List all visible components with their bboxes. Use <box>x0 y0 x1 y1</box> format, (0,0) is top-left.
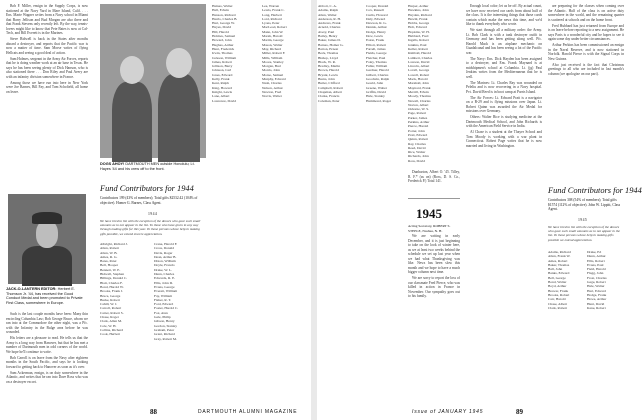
list-item: Andrews, Frank <box>318 21 341 26</box>
list-item: Allen, Walter <box>318 12 337 17</box>
list-item: Lewis, Frank C. <box>262 8 285 13</box>
list-item: Ross, David <box>408 158 426 163</box>
list-item: Blair, Charles F. <box>100 280 123 285</box>
list-item: Bruce, George <box>100 293 121 298</box>
fund-year-heading: 1945 <box>578 218 588 222</box>
list-item: Billings, Donald C. <box>100 276 128 281</box>
paragraph: Arthur Perkins has been commissioned an ensign in the Naval Reserve, and is now stationed in Norfolk. Harold Pierce is with the Signal Corps in New Guinea. <box>548 43 624 61</box>
paragraph: Fred Hubbard has just returned from Europe and is on leave before reporting to a new assignment. He says Paris is a wonderful city and he hopes to see it again some day under better circumstances. <box>548 23 624 41</box>
caption-bold: JACK-O-LANTERN EDITOR: <box>6 287 57 291</box>
list-item: Cooper, Donald <box>366 4 389 8</box>
caption-text: Herbert E. Thomson Jr. '44, has received the Good Conduct Medal and been promoted to Private First Class, somewhere in Europe. <box>6 287 83 305</box>
list-item: Everett, William <box>154 289 178 294</box>
list-item: Morgan, Bud <box>262 64 281 69</box>
list-item: Gilbert, Charles <box>366 72 389 77</box>
list-item: Kent, Ralph <box>212 81 229 86</box>
list-item: Nelson, Arthur <box>262 85 283 90</box>
paragraph: Steve Bidwell is back in the States after months aboard a destroyer, and reports that the Pacific war is now a matter of time. Sam Morse writes of flying Hellcats and seeing a good deal of action. <box>6 37 88 55</box>
right-names-column-a <box>318 4 364 402</box>
list-item: Gray, Robert M. <box>154 336 177 341</box>
left-column-text-a <box>6 4 88 194</box>
list-item: Avery, Paul <box>318 29 335 34</box>
paragraph: Bob Carroll is on leave from the Navy after eighteen months in the South Pacific, and says he is looking forward to getting back to Hanover as soon as it's over. <box>6 355 88 369</box>
list-item: Elliott, Robert <box>366 42 387 47</box>
list-item: Burke, Robert <box>100 297 120 302</box>
list-item: Campbell, Robert <box>318 85 343 90</box>
list-item: Grant, Richard <box>154 332 175 337</box>
list-item: Hale, Walter <box>587 284 605 289</box>
list-item: Kimball, Harold <box>408 51 431 56</box>
list-item: Gardner, Harold <box>366 68 389 73</box>
list-item: Ellis, Robert <box>587 258 605 263</box>
list-item: Dow, Lewis <box>366 34 383 39</box>
list-item: Evans, George <box>154 284 175 289</box>
list-item: Flagg, John <box>587 271 604 276</box>
list-item: Dennis, Arthur <box>366 25 387 30</box>
list-item: MacLeod, Robert <box>262 25 287 30</box>
list-item: Fuller, William <box>366 64 388 69</box>
list-item: Lawrence, David <box>212 98 237 103</box>
list-item: Allen, W. B. <box>100 250 118 255</box>
list-item: Martin, George <box>262 38 284 43</box>
list-item: Abbott, C. A. <box>318 4 337 8</box>
list-item: Doyle, Francis <box>154 263 175 268</box>
left-names-column-a <box>100 242 150 402</box>
list-item: Hayden, Richard <box>408 12 432 17</box>
list-item: Quinn, Robert <box>408 137 429 142</box>
paragraph: We are writing in early December, and it is just beginning to take on the look of winter here, as we at least two weeks behind the schedule we set up last year when we had what Thanksgiving was like. News has been slow this month and we hope to have a much bigger column next time. <box>408 234 460 274</box>
class-secretary-byline: Acting Secretary, ROBERT S. STEELE, Nashua, N. H. <box>408 224 451 233</box>
list-item: Bell, Hooper <box>100 263 119 268</box>
list-item: May, Richard <box>262 46 282 51</box>
list-item: Mason, Walter <box>262 42 283 47</box>
list-item: Allen, Robert <box>100 246 120 251</box>
list-item: Holt, Edward <box>408 25 427 30</box>
list-item: Burns, John <box>318 77 335 82</box>
class-year-heading: 1945 <box>416 206 442 221</box>
list-item: Lord, Richard <box>262 16 282 21</box>
paragraph: Sam Ackerman, ensign, is on duty somewhere in the Atlantic, and writes that he ran into Dave Ross who was on a destroyer escort. <box>6 370 88 384</box>
paragraph: We start through all a military order: the Army. Lt. Bob Clark is with a tank destroyer outfit in Germany and has been getting along well. Pfc. Harold Mack is an airplane mechanic on Guadalcanal and has been seeing a lot of the Pacific war. <box>466 28 542 55</box>
fund-note: We have tried to list with the exception of the donors who gave such small amounts as to not appear in the list. To those persons whose help in making gifts possible we extend appreciation. <box>548 225 620 242</box>
list-item: Norton, Albert <box>408 102 429 107</box>
fund-subtitle: Contributors 308 (54% of members); Total gifts $1574 (112% of objective). John W. Lippitt, Class Agent. <box>548 198 621 212</box>
list-item: Knight, Lewis <box>212 89 233 94</box>
list-item: Jellison, Barry <box>212 64 233 69</box>
list-item: Long, Herbert <box>262 12 282 17</box>
list-item: Porter, John <box>408 128 425 133</box>
right-names-column-c <box>408 4 460 169</box>
magazine-name: DARTMOUTH ALUMNI MAGAZINE <box>198 409 298 415</box>
list-item: Ball, John <box>548 267 563 272</box>
list-item: Ray, Charles <box>408 141 426 146</box>
list-item: Frost, Charles <box>587 275 607 280</box>
list-item: Bidwell, Stephen <box>100 272 125 277</box>
list-item: Drake, W. L. <box>154 267 172 272</box>
list-item: Fay, William <box>154 293 173 298</box>
list-item: Bell, George <box>548 275 566 280</box>
list-item: Cole, W. H. <box>100 323 117 328</box>
list-item: Graham, Peter <box>154 327 175 332</box>
list-item: Adams, Ralph <box>318 8 339 13</box>
list-item: Cook, Herbert <box>100 332 121 337</box>
portrait-photo-soldier <box>8 194 86 284</box>
list-item: Lee, Warren <box>262 4 280 8</box>
list-item: Chapman, Albert <box>318 89 342 94</box>
page-number-right: 89 <box>516 408 523 416</box>
list-item: Foster, Harold C. <box>154 306 179 311</box>
list-item: Ellis, John D. <box>154 280 174 285</box>
list-item: Harris, Charles B. <box>212 16 238 21</box>
list-item: Banks, Edward <box>548 271 570 276</box>
list-item: Kelly, Frank <box>212 77 230 82</box>
list-item: Page, Robert <box>408 111 427 116</box>
list-item: Brooks, Frank J. <box>100 289 124 294</box>
issue-date-text: Issue of JANUARY 1945 <box>412 409 484 415</box>
list-item: Lovell, George <box>408 68 430 73</box>
list-item: Clarke, Francis <box>318 94 340 99</box>
list-item: Pratt, Edward <box>408 132 428 137</box>
list-item: Maynard, Frank <box>408 85 431 90</box>
list-item: Marshall, John <box>408 81 429 86</box>
list-item: Anderson, R. H. <box>318 16 341 21</box>
list-item: Coleman, Peter <box>318 98 340 103</box>
list-item: Cox, Russell <box>366 8 384 13</box>
list-item: Newton, Fred <box>262 89 282 94</box>
page-number-left: 88 <box>150 408 157 416</box>
list-item: Mills, William <box>262 55 283 60</box>
list-item: Moore, Stanley <box>262 59 284 64</box>
list-item: Ames, R. G. <box>100 254 118 259</box>
paragraph: We are sorry to report the loss of our classmate Fred Pierce, who was killed in action in France in November. Our sympathy goes out to his family. <box>408 276 460 298</box>
paragraph: Al Chase is a student at the Thayer School and Tom Moody is working with a war plant in Connecticut. Robert Page writes that he is now married and living in Washington. <box>466 130 542 148</box>
list-item: Gibson, Henry <box>154 319 175 324</box>
list-item: Gale, Philip <box>154 315 171 320</box>
paragraph: Among those we have run into here in New York were Joe Barnes, Bill Fay, and Tom Schofield, all home on leave. <box>6 80 88 94</box>
list-item: Hopkins, W. H. <box>408 29 430 34</box>
list-item: Mann, John W. <box>262 29 284 34</box>
list-item: Richards, John <box>408 154 429 159</box>
caption-bold: DOGS AHOY! <box>100 162 125 166</box>
paragraph: The Marines: Lt. Charles Ray was wounded on Peleliu and is now recovering in a Navy hospital. Pvt. David Reed is in boot camp at Parris Island. <box>466 80 542 94</box>
left-names-column-c <box>212 4 258 402</box>
list-item: Dodge, Henry <box>366 29 386 34</box>
list-item: Johnson, Carl <box>212 68 232 73</box>
list-item: Bishop, Lloyd <box>318 55 339 60</box>
paragraph: Also just received is the fact that Christmas greetings to all who are included in last month's column (we apologize on our part). <box>548 62 624 76</box>
list-item: Curtis, Howard <box>366 12 388 17</box>
list-item: Fletcher, Paul <box>366 55 386 60</box>
fund-note: We have tried to list with the exception of the donors who gave such small amounts as to not appear in the list. To those who have given in any way through making gifts for this year. To those persons whose help in making gifts possible, we extend sincere appreciation. <box>100 219 201 236</box>
list-item: Parker, James <box>408 115 428 120</box>
list-item: Bond, Walter <box>548 280 567 285</box>
paragraph: The Air Forces: Lt. Edward Pratt is a navigator on a B-29 and is flying missions over Japan. Lt. Robert Quinn was awarded the Air Medal for missions over Germany. <box>466 95 542 113</box>
list-item: Fields, George <box>366 51 387 56</box>
list-item: Dunn, Charles <box>154 272 175 277</box>
list-item: Reed, David <box>408 145 426 150</box>
list-item: Cross, Donald <box>154 246 175 251</box>
list-item: Miller, Robert F. <box>262 51 286 56</box>
list-item: Hawkins, John <box>408 8 429 13</box>
divider <box>408 198 460 199</box>
list-item: Gould, John <box>366 81 384 86</box>
list-item: Norris, Walter <box>262 94 282 99</box>
fund-subtitle: Contributors 199 (43% of members); Total gifts $2532.42 (104% of objective). Homer G. Barnes, Class Agent. <box>100 196 198 205</box>
list-item: Hunt, Frederick <box>212 46 235 51</box>
list-item: Adams, Richard <box>548 250 571 254</box>
list-item: Eaton, Frank <box>366 38 385 43</box>
list-item: Hayes, David <box>212 25 232 30</box>
paragraph: are preparing for the classes when coming over the Atlantic. Half of the class is on active duty somewhere in the world, and the remaining quarter is scattered at schools and on the home front. <box>548 4 624 22</box>
photo-caption-b <box>100 162 206 171</box>
right-col2-tail <box>408 170 460 194</box>
list-item: Carroll, Robert <box>100 306 122 311</box>
list-item: Edwards, R. E. <box>154 276 176 281</box>
list-item: Gordon, Stanley <box>154 323 177 328</box>
list-item: Drake, Ed <box>587 250 602 254</box>
list-item: Daly, Edward <box>366 16 386 21</box>
list-item: Chase, Roger <box>100 315 119 320</box>
list-item: Bailey, Henry <box>318 34 338 39</box>
list-item: Hart, Edward <box>587 288 606 293</box>
list-item: Brewer, Frank <box>548 288 569 293</box>
list-item: Clark, Robert <box>548 305 568 310</box>
list-item: Evans, Paul <box>587 262 604 267</box>
list-item: Morse, Samuel <box>262 72 284 77</box>
list-item: Howard, John <box>212 38 232 43</box>
list-item: Ames, Robert <box>548 258 568 263</box>
list-item: Moody, Thomas <box>408 94 431 99</box>
list-item: Hall, Edwin <box>212 8 229 13</box>
list-item: Fox, Alan <box>154 310 168 315</box>
list-item: Hewitt, Frank <box>408 16 428 21</box>
paragraph: Sam Holmes, sergeant in the Army Air Forces, reports that he is doing weather work at an air base in Texas. He says he has been seeing plenty of Dick Hanson, who is also stationed there . . . Don Riley and Paul Avery are with an infantry division somewhere in France. <box>6 56 88 79</box>
right-col4-text <box>548 4 624 182</box>
list-item: Brown, Harold <box>318 68 339 73</box>
list-item: Hammond, Roger <box>366 98 392 103</box>
list-item: Hart, George W. <box>212 21 235 26</box>
list-item: Lyons, Peter <box>262 21 280 26</box>
list-item: Lawson, David <box>408 59 430 64</box>
right-col2-text <box>408 234 460 402</box>
left-names-column-d <box>262 4 308 402</box>
list-item: Butler, Clifford <box>318 81 340 86</box>
list-item: Griffin, David <box>366 89 386 94</box>
issue-date <box>412 409 483 415</box>
group-photo-dogs <box>100 4 206 158</box>
right-page <box>316 0 642 420</box>
fund-year-heading: 1944 <box>148 212 158 216</box>
list-item: Chase, Albert <box>548 301 568 306</box>
list-item: Jones, Edward <box>212 72 233 77</box>
list-item: Boyd, Arthur <box>548 284 567 289</box>
list-item: Pierce, Harold <box>408 124 429 129</box>
list-item: Lane, Albert <box>212 94 230 99</box>
list-item: Carr, Harold <box>548 297 566 302</box>
list-item: Davis, Roger <box>154 250 173 255</box>
paragraph: Dunbarton, Albert O. '45. Tilley, R. F.* (as on) (Ross, D. S. Co., Frederick P.) Total 141. <box>408 170 460 183</box>
list-item: Hubbard, Fred <box>408 34 429 39</box>
right-col3-text <box>466 4 542 402</box>
list-item: Bryant, Lewis <box>318 72 338 77</box>
list-item: Holmes, Samuel <box>212 34 236 39</box>
list-item: Jackson, William <box>212 55 237 60</box>
list-item: Irwin, Thomas <box>212 51 233 56</box>
caption-text: DARTMOUTH MEN outside Honolulu; Lt. Hayes '44 and his crew off to the front. <box>100 162 195 171</box>
list-item: Haines, Walter <box>212 4 233 8</box>
list-item: Field, Harold <box>587 267 606 272</box>
list-item: Murphy, Edward <box>262 77 286 82</box>
list-item: Lowell, Robert <box>408 72 430 77</box>
list-item: Newell, Charles <box>408 98 431 103</box>
paragraph: Bob F. Miller, ensign in the Supply Corps, is now stationed at the Navy Yard in Mare Island, Calif. . . . Ens. Marie Wagner writes from a Navy school in Miami that Barry Jellison and Bud Morgan are also there and that Frank Stevens only recently left. By the way, tennis-lovers might like to know that Pete Bates is now at Cal-Tech, and Bill Everett is in the Marines. <box>6 4 88 35</box>
paragraph: Others: Walter Rice is studying medicine at the Dartmouth Medical School, and John Richards is with the American Field Service in India. <box>466 115 542 128</box>
list-item: Jenkins, Paul <box>408 42 427 47</box>
list-item: Hale, Stanley <box>366 94 385 99</box>
list-item: Hobbs, George <box>408 21 430 26</box>
list-item: Osborne, W. S. <box>408 107 430 112</box>
left-page <box>0 0 312 420</box>
list-item: Arnold, Charles <box>318 25 341 30</box>
list-item: Clark, Allen M. <box>100 319 122 324</box>
list-item: Howe, Arthur <box>587 297 607 302</box>
list-item: Rice, Walter <box>408 150 426 155</box>
list-item: Merrill, Edwin <box>408 89 429 94</box>
list-item: Keller, Robert <box>408 46 428 51</box>
list-item: Dawson, R. G. <box>366 21 387 26</box>
list-item: Ford, Edward <box>154 302 174 307</box>
list-item: Carter, Robert S. <box>100 310 124 315</box>
list-item: Morris, John <box>262 68 280 73</box>
photo-caption-a <box>6 287 88 305</box>
list-item: Cahill, W. J. <box>100 302 118 307</box>
list-item: Hodge, Frank <box>587 292 607 297</box>
list-item: Goodwin, Ralph <box>366 77 390 82</box>
list-item: Crane, Harold F. <box>154 242 178 246</box>
list-item: Beck, Thomas <box>318 51 339 56</box>
list-item: Lincoln, Albert <box>408 64 430 69</box>
list-item: Allen, Frank W. <box>548 254 571 259</box>
list-item: Hanson, Richard <box>212 12 236 17</box>
list-item: Mack, Harold <box>408 77 428 82</box>
fund-title: Fund Contributors for 1944 <box>548 186 642 195</box>
list-item: Kane, Robert <box>587 305 606 310</box>
list-item: Harper, Arthur <box>408 4 429 8</box>
right-names-column-d <box>548 250 585 402</box>
list-item: Farrell, James <box>366 46 386 51</box>
left-column-text-b <box>6 312 88 402</box>
list-item: King, Howard <box>212 85 233 90</box>
list-item: Bond, Harold W. <box>100 284 124 289</box>
paragraph: The Navy: Ens. Dick Hayden has been assigned to a destroyer, and Ens. Frank Maynard is at midshipmen's school at Columbia. Lt. (jg) Paul Jenkins writes from the Mediterranean that he is well. <box>466 56 542 79</box>
list-item: Lambert, Charles <box>408 55 433 60</box>
list-item: Bennett, W. E. <box>100 267 121 272</box>
list-item: Black, W. R. <box>318 59 336 64</box>
right-names-column-e <box>587 250 624 402</box>
list-item: Brooks, Robert <box>548 292 570 297</box>
list-item: James, Robert <box>212 59 232 64</box>
list-item: Marsh, Harold <box>262 34 283 39</box>
list-item: Dean, Arthur B. <box>154 254 177 259</box>
list-item: Bates, Peter <box>100 259 117 264</box>
list-item: Baker, James D. <box>318 38 341 43</box>
list-item: Perkins, Arthur <box>408 120 430 125</box>
right-names-column-b <box>366 4 402 402</box>
paragraph: Enough local color; let us be off. By actual count, we have now received our cards from about half of the class. It is the interesting things that those cards contain which make the news this time, and we'd like to thank everybody who wrote. <box>466 4 542 26</box>
paragraph: Such is the last couple months have been: Many thin encircling Columbia Law; Bob George Bruce, whom we ran into at the Commodore the other night, was a Pfc. with the Infantry in the Bulge area before he was wounded. <box>6 312 88 334</box>
list-item: Hill, Harold <box>212 29 229 34</box>
list-item: Hughes, Arthur <box>212 42 234 47</box>
list-item: Albright, Richard J. <box>100 242 128 246</box>
list-item: Greene, Walter <box>366 85 388 90</box>
list-item: Barnes, Homer G. <box>318 42 344 47</box>
list-item: Hunt, David <box>587 301 605 306</box>
list-item: Foley, Thomas <box>366 59 387 64</box>
list-item: Collins, Richard <box>100 327 123 332</box>
list-item: Nash, Charles <box>262 81 282 86</box>
paragraph: His letters are a pleasure to read. He tells us that the Army is a long way from Hanover, but that he has met a number of Dartmouth men in odd corners of the world. We hope he'll continue to write. <box>6 336 88 354</box>
list-item: Fisher, R. T. <box>154 297 172 302</box>
fund-title: Fund Contributors for 1944 <box>100 184 194 193</box>
list-item: Barton, Ernest <box>318 46 339 51</box>
list-item: Ingalls, Robert <box>408 38 429 43</box>
list-item: Bradley, Martin <box>318 64 341 69</box>
list-item: Baker, Thomas <box>548 262 570 267</box>
left-names-column-b <box>154 242 206 402</box>
list-item: Gage, Robert <box>587 280 606 285</box>
list-item: Dunn, Arthur <box>587 254 606 259</box>
list-item: Dixon, William <box>154 259 176 264</box>
